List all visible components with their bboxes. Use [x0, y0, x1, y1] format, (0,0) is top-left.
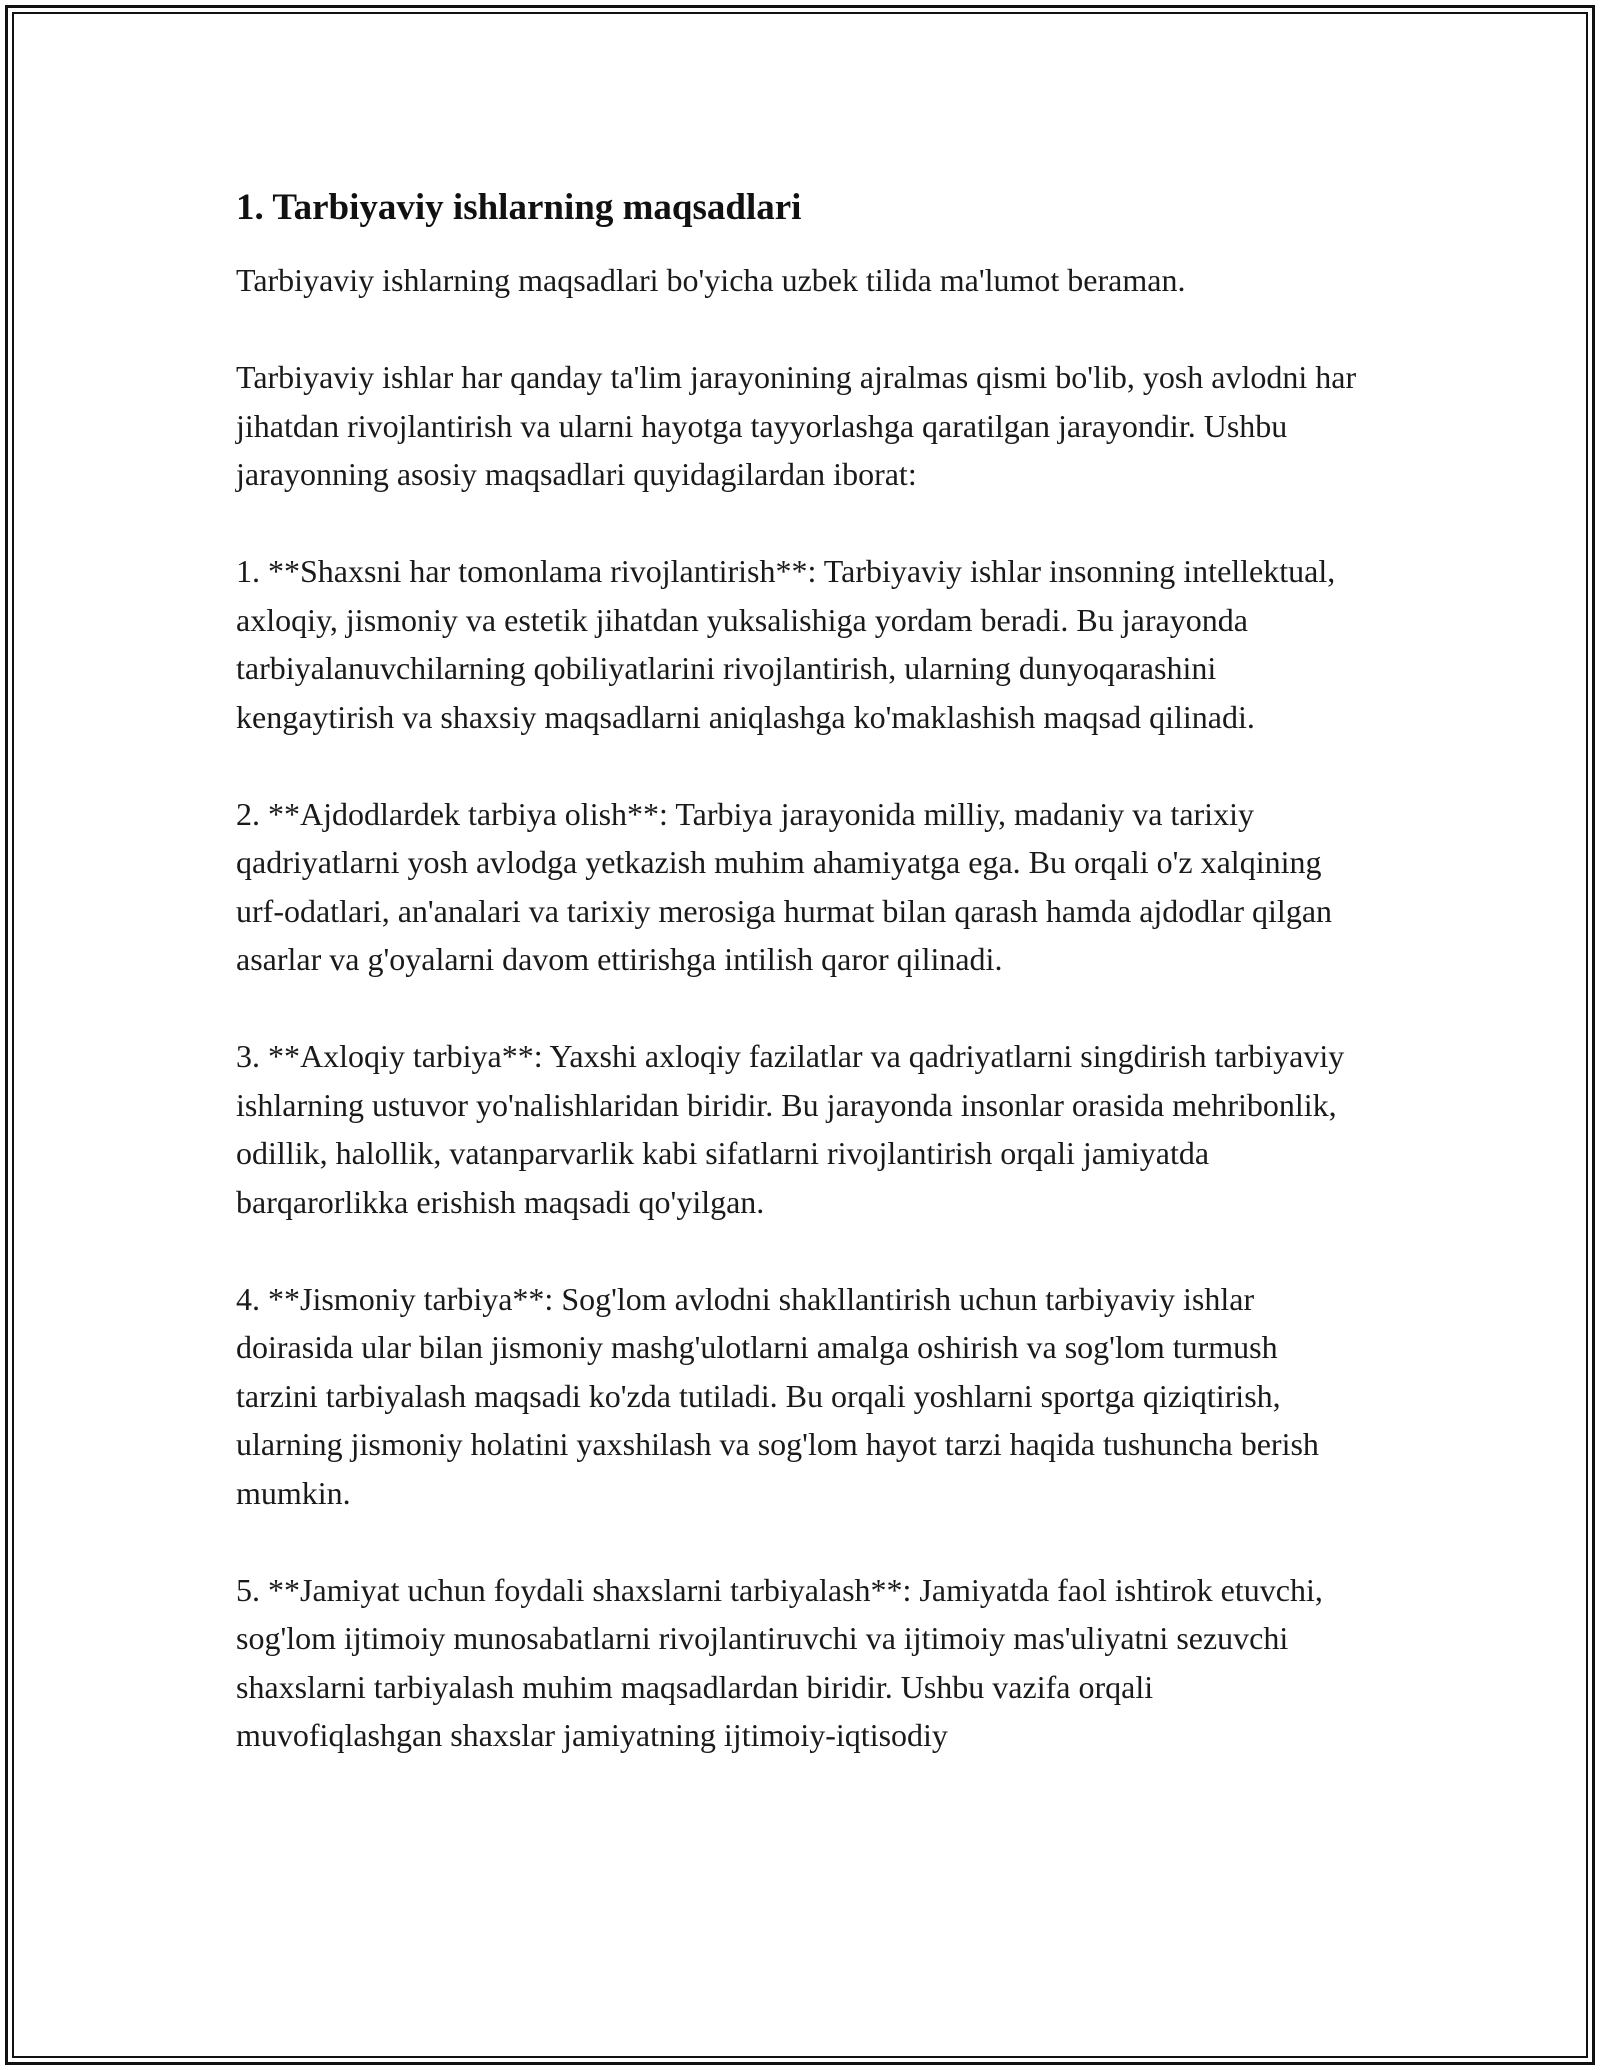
goal-item-3: 3. **Axloqiy tarbiya**: Yaxshi axloqiy fazilatlar va qadriyatlarni singdirish tarbiyaviy ishlarning ustuvor yo'nalishlaridan biridir. Bu jarayonda insonlar orasida mehribonlik, odillik, halollik, vatanparvarlik kabi sifatlarni rivojlantirish orqali jamiyatda barqarorlikka erishish maqsadi qo'yilgan. [236, 1038, 1345, 1220]
section-heading: 1. Tarbiyaviy ishlarning maqsadlari [236, 187, 802, 228]
goal-item-1: 1. **Shaxsni har tomonlama rivojlantirish**: Tarbiyaviy ishlar insonning intellektual, axloqiy, jismoniy va estetik jihatdan yuksalishiga yordam beradi. Bu jarayonda tarbiyalanuvchilarning qobiliyatlarini rivojlantirish, ularning dunyoqarashini kengaytirish va shaxsiy maqsadlarni aniqlashga ko'maklashish maqsad qilinadi. [236, 553, 1336, 735]
overview-paragraph: Tarbiyaviy ishlar har qanday ta'lim jarayonining ajralmas qismi bo'lib, yosh avlodni har jihatdan rivojlantirish va ularni hayotga tayyorlashga qaratilgan jarayondir. Ushbu jarayonning asosiy maqsadlari quyidagilardan iborat: [236, 359, 1357, 492]
goal-item-2: 2. **Ajdodlardek tarbiya olish**: Tarbiya jarayonida milliy, madaniy va tarixiy qadriyatlarni yosh avlodga yetkazish muhim ahamiyatga ega. Bu orqali o'z xalqining urf-odatlari, an'analari va tarixiy merosiga hurmat bilan qarash hamda ajdodlar qilgan asarlar va g'oyalarni davom ettirishga intilish qaror qilinadi. [236, 795, 1333, 977]
document-body [236, 184, 1366, 1760]
goal-item-4: 4. **Jismoniy tarbiya**: Sog'lom avlodni shakllantirish uchun tarbiyaviy ishlar doirasida ular bilan jismoniy mashg'ulotlarni amalga oshirish va sog'lom turmush tarzini tarbiyalash maqsadi ko'zda tutiladi. Bu orqali yoshlarni sportga qiziqtirish, ularning jismoniy holatini yaxshilash va sog'lom hayot tarzi haqida tushuncha berish mumkin. [236, 1280, 1319, 1511]
goal-item-5: 5. **Jamiyat uchun foydali shaxslarni tarbiyalash**: Jamiyatda faol ishtirok etuvchi, sog'lom ijtimoiy munosabatlarni rivojlantiruvchi va ijtimoiy mas'uliyatni sezuvchi shaxslarni tarbiyalash muhim maqsadlardan biridir. Ushbu vazifa orqali muvofiqlashgan shaxslar jamiyatning ijtimoiy-iqtisodiy [236, 1571, 1323, 1753]
intro-paragraph: Tarbiyaviy ishlarning maqsadlari bo'yicha uzbek tilida ma'lumot beraman. [236, 262, 1186, 298]
